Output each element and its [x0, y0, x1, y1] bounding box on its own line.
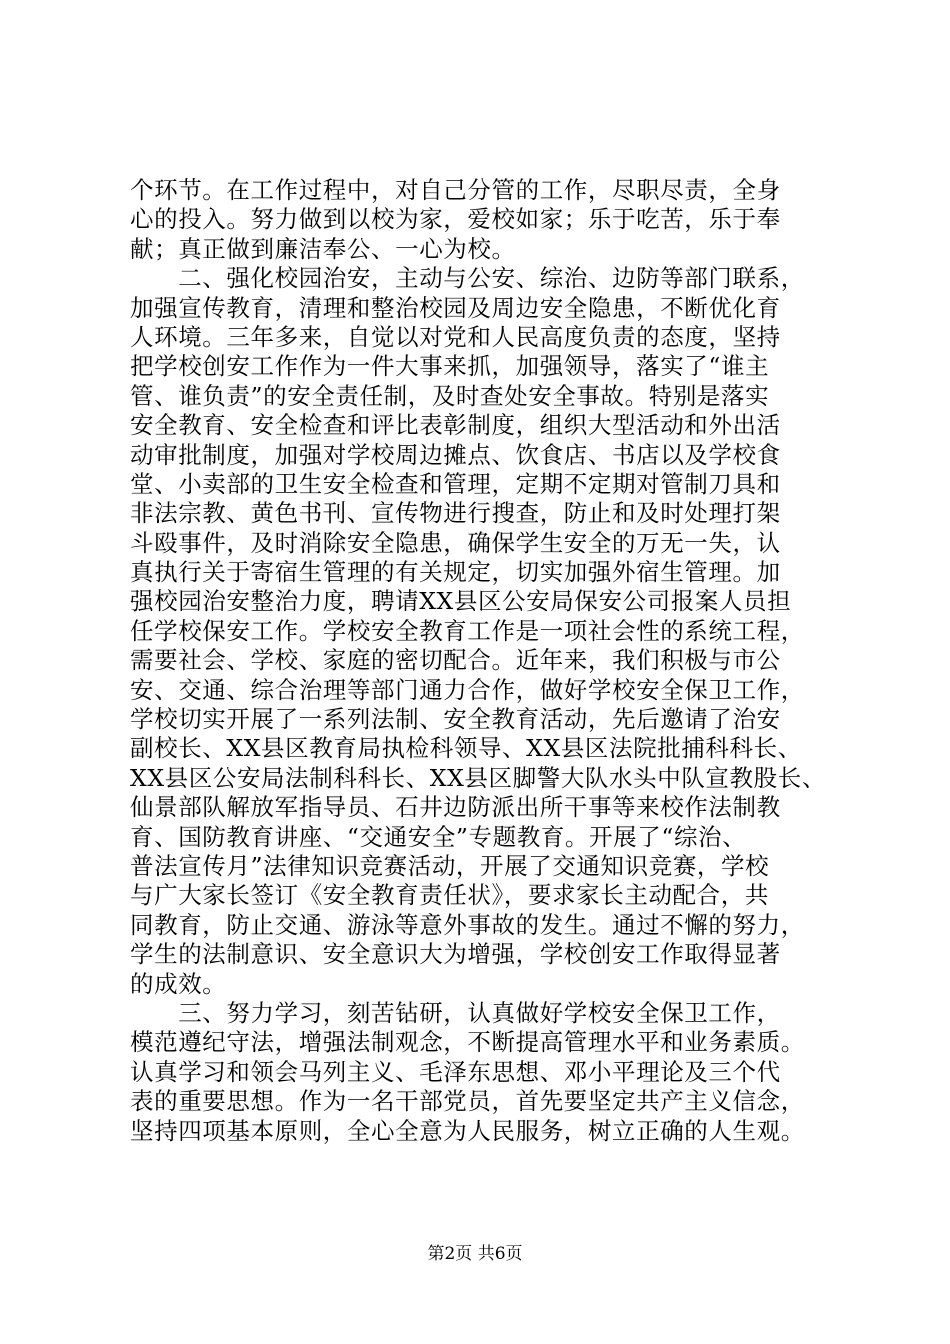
text-line: 表的重要思想。作为一名干部党员，首先要坚定共产主义信念， — [130, 1087, 805, 1116]
text-line: 安全教育、安全检查和评比表彰制度，组织大型活动和外出活 — [130, 411, 781, 440]
text-line: 强校园治安整治力度，聘请XX县区公安局保安公司报案人员担 — [130, 587, 792, 616]
text-line: 安、交通、综合治理等部门通力合作，做好学校安全保卫工作， — [130, 675, 805, 704]
text-line: 真执行关于寄宿生管理的有关规定，切实加强外宿生管理。加 — [130, 558, 781, 587]
text-line: 加强宣传教育，清理和整治校园及周边安全隐患，不断优化育 — [130, 293, 781, 322]
text-line: 学生的法制意识、安全意识大为增强，学校创安工作取得显著 — [130, 940, 781, 969]
text-line: 需要社会、学校、家庭的密切配合。近年来，我们积极与市公 — [130, 646, 781, 675]
text-line: 学校切实开展了一系列法制、安全教育活动，先后邀请了治安 — [130, 705, 781, 734]
text-line: 心的投入。努力做到以校为家，爱校如家；乐于吃苦，乐于奉 — [130, 205, 781, 234]
text-line: 人环境。三年多来，自觉以对党和人民高度负责的态度，坚持 — [130, 322, 781, 351]
text-line: 管、谁负责”的安全责任制，及时查处安全事故。特别是落实 — [130, 381, 770, 410]
text-line: 任学校保安工作。学校安全教育工作是一项社会性的系统工程， — [130, 616, 805, 645]
text-line: 普法宣传月”法律知识竞赛活动，开展了交通知识竞赛，学校 — [130, 851, 770, 880]
text-line: 育、国防教育讲座、“交通安全”专题教育。开展了“综治、 — [130, 822, 747, 851]
text-line: 斗殴事件，及时消除安全隐患，确保学生安全的万无一失，认 — [130, 528, 781, 557]
text-line: 模范遵纪守法，增强法制观念，不断提高管理水平和业务素质。 — [130, 1028, 805, 1057]
text-line: 动审批制度，加强对学校周边摊点、饮食店、书店以及学校食 — [130, 440, 781, 469]
page-number: 第2页 共6页 — [427, 1244, 523, 1264]
text-line: 个环节。在工作过程中，对自己分管的工作，尽职尽责，全身 — [130, 176, 781, 204]
text-line: 仙景部队解放军指导员、石井边防派出所干事等来校作法制教 — [130, 793, 781, 822]
text-line: XX县区公安局法制科科长、XX县区脚警大队水头中队宣教股长、 — [130, 763, 826, 792]
text-line: 坚持四项基本原则，全心全意为人民服务，树立正确的人生观。 — [130, 1116, 805, 1145]
text-line: 认真学习和领会马列主义、毛泽东思想、邓小平理论及三个代 — [130, 1057, 781, 1086]
text-line: 献；真正做到廉洁奉公、一心为校。 — [130, 234, 516, 263]
text-line: 把学校创安工作作为一件大事来抓，加强领导，落实了“谁主 — [130, 352, 770, 381]
text-line: 同教育，防止交通、游泳等意外事故的发生。通过不懈的努力， — [130, 910, 805, 939]
text-line: 副校长、XX县区教育局执检科领导、XX县区法院批捕科科长、 — [130, 734, 802, 763]
text-line: 非法宗教、黄色书刊、宣传物进行搜查，防止和及时处理打架 — [130, 499, 781, 528]
text-line: 二、强化校园治安，主动与公安、综治、边防等部门联系， — [130, 264, 805, 293]
text-line: 与广大家长签订《安全教育责任状》，要求家长主动配合，共 — [130, 881, 769, 910]
text-line: 三、努力学习，刻苦钻研，认真做好学校安全保卫工作， — [130, 998, 781, 1027]
body-text — [130, 176, 832, 1146]
text-line: 的成效。 — [130, 969, 227, 998]
text-line: 堂、小卖部的卫生安全检查和管理，定期不定期对管制刀具和 — [130, 469, 781, 498]
